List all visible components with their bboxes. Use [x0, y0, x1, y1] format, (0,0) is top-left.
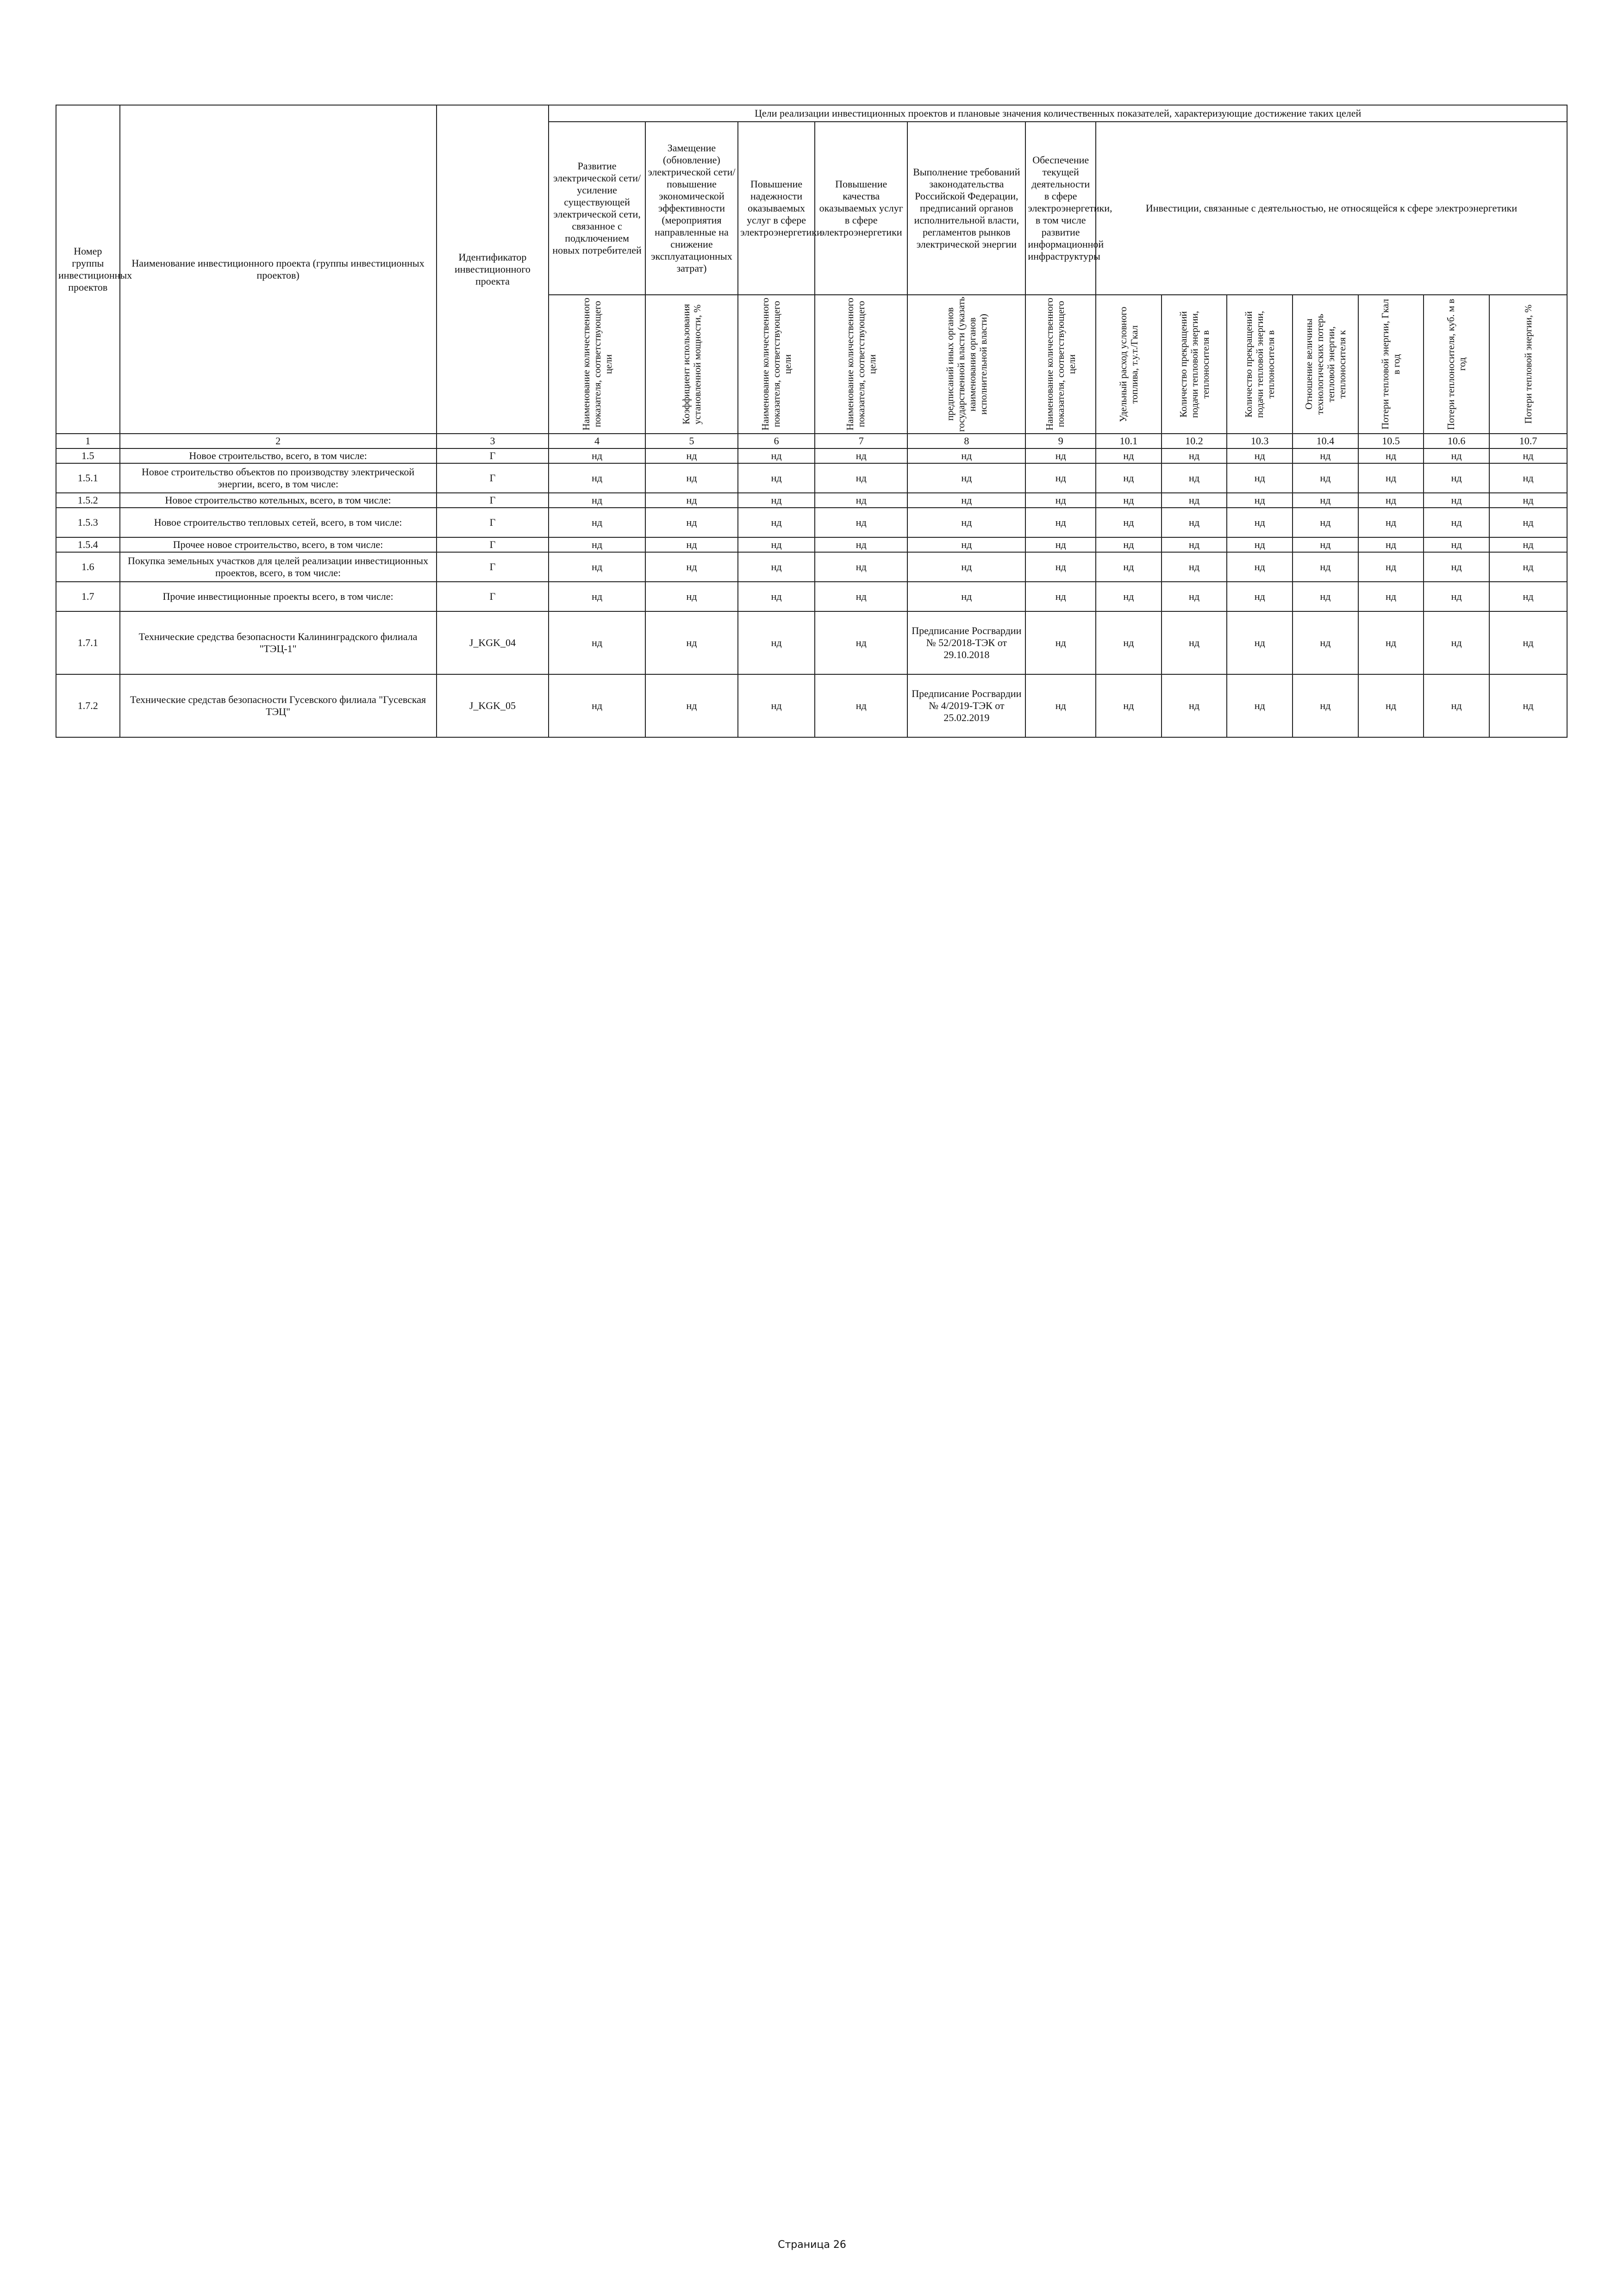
cell-value: нд [1489, 463, 1567, 493]
cell-value: нд [1227, 611, 1293, 674]
row-number: 1.7.2 [56, 674, 120, 737]
cell-value: нд [1025, 582, 1096, 611]
cell-value: нд [1424, 448, 1489, 463]
cell-value: нд [645, 493, 738, 508]
header-indicator-9: Наименование количественного показателя, соответствующего цели [1025, 295, 1096, 434]
cell-value: нд [1293, 463, 1358, 493]
cell-value: нд [907, 552, 1025, 582]
cell-value: нд [815, 611, 907, 674]
cell-value: нд [1424, 552, 1489, 582]
table-row [56, 508, 1567, 537]
row-number: 1.6 [56, 552, 120, 582]
cell-value: нд [1489, 552, 1567, 582]
cell-value: нд [1025, 448, 1096, 463]
cell-value: нд [1025, 493, 1096, 508]
row-project-name: Новое строительство котельных, всего, в том числе: [120, 493, 437, 508]
cell-value: нд [549, 537, 645, 552]
row-project-id: Г [437, 493, 549, 508]
cell-value: нд [1489, 582, 1567, 611]
row-number: 1.7 [56, 582, 120, 611]
header-goal-10: Инвестиции, связанные с деятельностью, не относящейся к сфере электроэнергетики [1096, 122, 1567, 295]
cell-value: нд [738, 552, 815, 582]
cell-value: нд [1293, 493, 1358, 508]
column-number: 10.2 [1162, 434, 1227, 448]
table-row [56, 493, 1567, 508]
row-project-name: Технические средства безопасности Калининградского филиала "ТЭЦ-1" [120, 611, 437, 674]
row-project-id: Г [437, 463, 549, 493]
cell-value: нд [1096, 493, 1162, 508]
cell-value: нд [1227, 463, 1293, 493]
header-group-number: Номер группы инвестиционных проектов [56, 105, 120, 434]
cell-value: нд [645, 463, 738, 493]
cell-value: нд [645, 537, 738, 552]
header-indicator-10-7: Потери тепловой энергии, % [1489, 295, 1567, 434]
cell-value: нд [1227, 674, 1293, 737]
cell-value: нд [1424, 674, 1489, 737]
header-indicator-10-6: Потери теплоносителя, куб. м в год [1424, 295, 1489, 434]
cell-value: нд [1025, 537, 1096, 552]
cell-value: нд [1358, 674, 1424, 737]
cell-value: нд [645, 611, 738, 674]
row-number: 1.7.1 [56, 611, 120, 674]
cell-value: нд [1096, 674, 1162, 737]
header-indicator-10-3: Количество прекращений подачи тепловой энергии, теплоносителя в [1227, 295, 1293, 434]
header-indicator-7: Наименование количественного показателя, соответствующего цели [815, 295, 907, 434]
cell-value: нд [907, 537, 1025, 552]
cell-value: нд [1227, 508, 1293, 537]
cell-value: нд [645, 552, 738, 582]
cell-value: нд [738, 582, 815, 611]
cell-value: нд [645, 674, 738, 737]
cell-value: нд [549, 493, 645, 508]
cell-value: нд [1025, 508, 1096, 537]
cell-value: нд [738, 537, 815, 552]
cell-value: нд [549, 508, 645, 537]
cell-value: нд [738, 611, 815, 674]
header-goal-7: Повышение качества оказываемых услуг в сфере электроэнергетики [815, 122, 907, 295]
table-row [56, 611, 1567, 674]
cell-value: нд [815, 674, 907, 737]
cell-value: нд [1162, 493, 1227, 508]
cell-value: нд [549, 611, 645, 674]
cell-value: нд [738, 493, 815, 508]
cell-value: нд [1096, 552, 1162, 582]
cell-value: нд [1096, 448, 1162, 463]
cell-value: нд [815, 448, 907, 463]
row-project-id: Г [437, 537, 549, 552]
cell-value: нд [815, 582, 907, 611]
cell-value: нд [1096, 508, 1162, 537]
row-project-name: Покупка земельных участков для целей реализации инвестиционных проектов, всего, в том числе: [120, 552, 437, 582]
cell-value: нд [1162, 448, 1227, 463]
cell-value: нд [1489, 448, 1567, 463]
cell-value: Предписание Росгвардии № 4/2019-ТЭК от 25.02.2019 [907, 674, 1025, 737]
cell-value: нд [1162, 508, 1227, 537]
row-number: 1.5.3 [56, 508, 120, 537]
cell-value: нд [1293, 674, 1358, 737]
cell-value: нд [549, 674, 645, 737]
row-project-name: Новое строительство тепловых сетей, всего, в том числе: [120, 508, 437, 537]
cell-value: нд [1293, 552, 1358, 582]
cell-value: нд [907, 463, 1025, 493]
table-row [56, 674, 1567, 737]
cell-value: нд [1096, 537, 1162, 552]
column-number: 10.3 [1227, 434, 1293, 448]
header-indicator-6: Наименование количественного показателя, соответствующего цели [738, 295, 815, 434]
row-project-id: Г [437, 552, 549, 582]
cell-value: нд [1227, 582, 1293, 611]
cell-value: нд [907, 508, 1025, 537]
cell-value: нд [1424, 463, 1489, 493]
table-row [56, 463, 1567, 493]
cell-value: нд [645, 508, 738, 537]
cell-value: нд [1489, 611, 1567, 674]
table-row [56, 448, 1567, 463]
column-number: 6 [738, 434, 815, 448]
cell-value: нд [815, 508, 907, 537]
cell-value: нд [1424, 611, 1489, 674]
cell-value: нд [1162, 582, 1227, 611]
cell-value: нд [1227, 537, 1293, 552]
cell-value: нд [1227, 448, 1293, 463]
cell-value: нд [815, 493, 907, 508]
column-number: 10.6 [1424, 434, 1489, 448]
cell-value: нд [1358, 493, 1424, 508]
cell-value: нд [1162, 674, 1227, 737]
cell-value: нд [1293, 582, 1358, 611]
header-indicator-8: предписаний иных органов государственной власти (указать наименования органов исполнительной власти) [907, 295, 1025, 434]
cell-value: нд [1025, 552, 1096, 582]
cell-value: нд [549, 463, 645, 493]
cell-value: нд [1293, 537, 1358, 552]
table-row [56, 552, 1567, 582]
cell-value: нд [738, 674, 815, 737]
row-number: 1.5 [56, 448, 120, 463]
cell-value: нд [738, 463, 815, 493]
column-number: 5 [645, 434, 738, 448]
column-number: 10.4 [1293, 434, 1358, 448]
column-number: 7 [815, 434, 907, 448]
cell-value: нд [1162, 611, 1227, 674]
cell-value: нд [1162, 463, 1227, 493]
cell-value: нд [815, 463, 907, 493]
page-number: Страница 26 [778, 2239, 846, 2251]
cell-value: нд [1162, 552, 1227, 582]
cell-value: нд [815, 537, 907, 552]
cell-value: нд [1227, 493, 1293, 508]
cell-value: нд [1025, 463, 1096, 493]
cell-value: нд [1489, 537, 1567, 552]
row-project-name: Прочие инвестиционные проекты всего, в том числе: [120, 582, 437, 611]
cell-value: нд [907, 493, 1025, 508]
cell-value: нд [1489, 674, 1567, 737]
header-indicator-10-5: Потери тепловой энергии, Гкал в год [1358, 295, 1424, 434]
cell-value: нд [1293, 508, 1358, 537]
row-project-name: Технические средстав безопасности Гусевского филиала "Гусевская ТЭЦ" [120, 674, 437, 737]
cell-value: нд [1424, 582, 1489, 611]
cell-value: нд [549, 448, 645, 463]
column-number: 10.7 [1489, 434, 1567, 448]
column-number: 9 [1025, 434, 1096, 448]
cell-value: нд [1025, 674, 1096, 737]
column-number: 3 [437, 434, 549, 448]
investment-goals-table [56, 105, 1568, 738]
cell-value: нд [645, 582, 738, 611]
header-indicator-5: Коэффициент использования установленной мощности, % [645, 295, 738, 434]
header-indicator-4: Наименование количественного показателя, соответствующего цели [549, 295, 645, 434]
header-indicator-10-2: Количество прекращений подачи тепловой энергии, теплоносителя в [1162, 295, 1227, 434]
cell-value: нд [1358, 552, 1424, 582]
header-goal-5: Замещение (обновление) электрической сети/повышение экономической эффективности (мероприятия направленные на снижение эксплуатационных затрат) [645, 122, 738, 295]
table-row [56, 582, 1567, 611]
row-number: 1.5.4 [56, 537, 120, 552]
cell-value: нд [1424, 508, 1489, 537]
cell-value: нд [1096, 611, 1162, 674]
row-project-id: J_KGK_04 [437, 611, 549, 674]
row-project-id: J_KGK_05 [437, 674, 549, 737]
header-indicator-10-1: Удельный расход условного топлива, т.у.т./Гкал [1096, 295, 1162, 434]
cell-value: нд [1096, 463, 1162, 493]
column-number: 10.1 [1096, 434, 1162, 448]
cell-value: Предписание Росгвардии № 52/2018-ТЭК от 29.10.2018 [907, 611, 1025, 674]
cell-value: нд [1358, 463, 1424, 493]
row-project-id: Г [437, 508, 549, 537]
cell-value: нд [1162, 537, 1227, 552]
table-row [56, 537, 1567, 552]
row-number: 1.5.2 [56, 493, 120, 508]
cell-value: нд [645, 448, 738, 463]
cell-value: нд [1025, 611, 1096, 674]
header-goal-4: Развитие электрической сети/усиление существующей электрической сети, связанное с подключением новых потребителей [549, 122, 645, 295]
cell-value: нд [1227, 552, 1293, 582]
cell-value: нд [1424, 493, 1489, 508]
cell-value: нд [907, 448, 1025, 463]
cell-value: нд [1293, 611, 1358, 674]
cell-value: нд [1358, 448, 1424, 463]
cell-value: нд [1096, 582, 1162, 611]
header-goal-8: Выполнение требований законодательства Российской Федерации, предписаний органов исполнительной власти, регламентов рынков электрической энергии [907, 122, 1025, 295]
row-project-name: Новое строительство, всего, в том числе: [120, 448, 437, 463]
header-project-id: Идентификатор инвестиционного проекта [437, 105, 549, 434]
header-goal-6: Повышение надежности оказываемых услуг в сфере электроэнергетики [738, 122, 815, 295]
header-project-name: Наименование инвестиционного проекта (группы инвестиционных проектов) [120, 105, 437, 434]
header-goals: Цели реализации инвестиционных проектов и плановые значения количественных показателей, характеризующие достижение таких целей [549, 105, 1567, 122]
cell-value: нд [1358, 582, 1424, 611]
column-number: 1 [56, 434, 120, 448]
cell-value: нд [1489, 508, 1567, 537]
row-project-id: Г [437, 582, 549, 611]
cell-value: нд [738, 448, 815, 463]
row-project-name: Новое строительство объектов по производству электрической энергии, всего, в том числе: [120, 463, 437, 493]
column-number: 8 [907, 434, 1025, 448]
cell-value: нд [1358, 611, 1424, 674]
column-number: 4 [549, 434, 645, 448]
cell-value: нд [549, 582, 645, 611]
cell-value: нд [738, 508, 815, 537]
cell-value: нд [1489, 493, 1567, 508]
cell-value: нд [549, 552, 645, 582]
row-project-id: Г [437, 448, 549, 463]
column-number: 2 [120, 434, 437, 448]
cell-value: нд [815, 552, 907, 582]
cell-value: нд [1358, 508, 1424, 537]
row-project-name: Прочее новое строительство, всего, в том числе: [120, 537, 437, 552]
cell-value: нд [907, 582, 1025, 611]
cell-value: нд [1424, 537, 1489, 552]
header-goal-9: Обеспечение текущей деятельности в сфере электроэнергетики, в том числе развитие информационной инфраструктуры [1025, 122, 1096, 295]
header-indicator-10-4: Отношение величины технологических потерь тепловой энергии, теплоносителя к [1293, 295, 1358, 434]
cell-value: нд [1358, 537, 1424, 552]
column-number: 10.5 [1358, 434, 1424, 448]
row-number: 1.5.1 [56, 463, 120, 493]
cell-value: нд [1293, 448, 1358, 463]
